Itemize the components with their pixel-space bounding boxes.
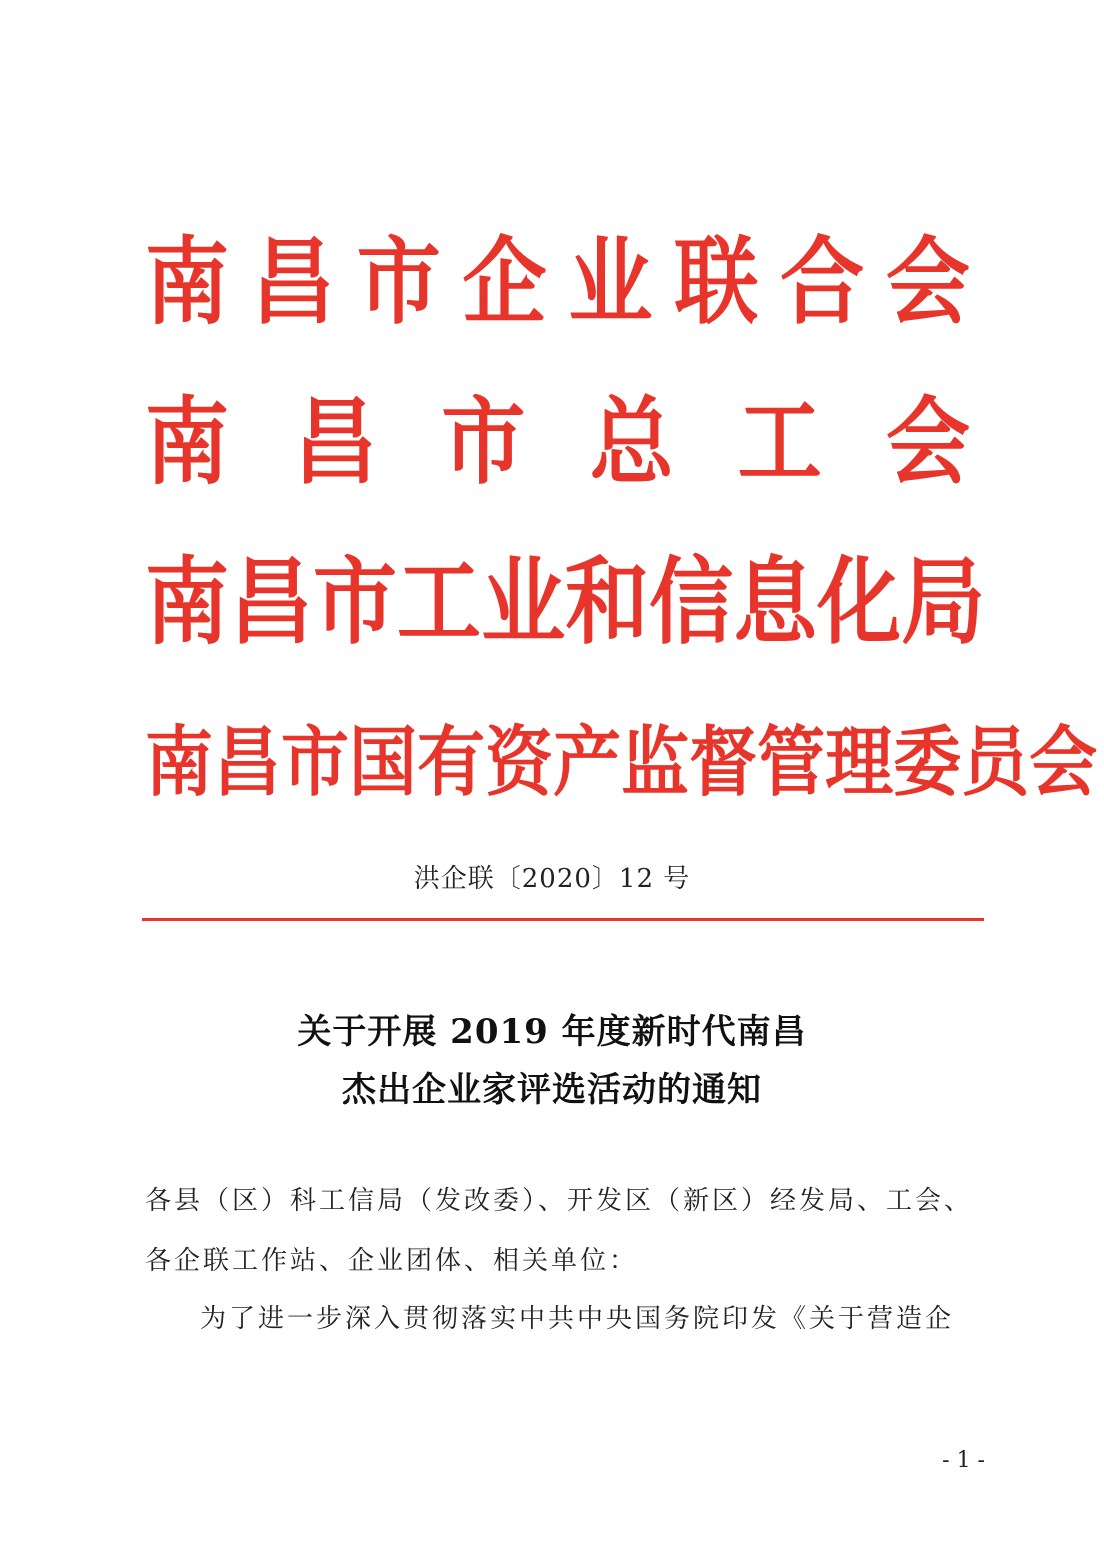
issuer-char: 合 bbox=[780, 227, 865, 337]
issuer-char: 息 bbox=[733, 547, 818, 657]
body-paragraph-start: 为了进一步深入贯彻落实中共中央国务院印发《关于营造企 bbox=[200, 1304, 955, 1334]
issuer-char: 产 bbox=[553, 719, 622, 808]
issuer-char: 工 bbox=[737, 387, 822, 497]
issuer-name-industry-bureau bbox=[145, 547, 986, 657]
issuer-char: 企 bbox=[462, 227, 547, 337]
issuer-char: 信 bbox=[649, 547, 734, 657]
issuer-char: 管 bbox=[757, 719, 826, 808]
issuer-char: 会 bbox=[885, 387, 970, 497]
issuer-char: 市 bbox=[313, 547, 398, 657]
issuer-char: 南 bbox=[145, 719, 214, 808]
issuer-char: 监 bbox=[621, 719, 690, 808]
issuer-name-sasac bbox=[145, 712, 1098, 816]
issuer-char: 资 bbox=[485, 719, 554, 808]
document-title-line-1: 关于开展 2019 年度新时代南昌 bbox=[297, 1012, 807, 1052]
recipients-line-1: 各县（区）科工信局（发改委）、开发区（新区）经发局、工会、 bbox=[145, 1186, 974, 1216]
issuer-char: 昌 bbox=[229, 547, 314, 657]
issuer-char: 南 bbox=[145, 227, 230, 337]
issuer-char: 有 bbox=[417, 719, 486, 808]
issuer-name-enterprise-federation bbox=[145, 227, 970, 337]
issuer-char: 化 bbox=[817, 547, 902, 657]
issuer-char: 总 bbox=[589, 387, 674, 497]
issuer-char: 督 bbox=[689, 719, 758, 808]
issuer-char: 市 bbox=[281, 719, 350, 808]
issuer-char: 会 bbox=[885, 227, 970, 337]
issuer-name-trade-union bbox=[145, 387, 970, 497]
issuer-char: 昌 bbox=[213, 719, 282, 808]
issuer-char: 国 bbox=[349, 719, 418, 808]
issuer-char: 理 bbox=[825, 719, 894, 808]
header-divider bbox=[142, 918, 984, 921]
recipients-line-2: 各企联工作站、企业团体、相关单位： bbox=[145, 1246, 639, 1276]
issuer-char: 市 bbox=[441, 387, 526, 497]
issuer-char: 和 bbox=[565, 547, 650, 657]
issuer-char: 南 bbox=[145, 547, 230, 657]
issuer-char: 会 bbox=[1029, 719, 1098, 808]
issuer-char: 昌 bbox=[250, 227, 335, 337]
issuer-char: 业 bbox=[481, 547, 566, 657]
issuer-char: 局 bbox=[901, 547, 986, 657]
issuer-char: 员 bbox=[961, 719, 1030, 808]
issuer-char: 昌 bbox=[293, 387, 378, 497]
issuer-char: 业 bbox=[568, 227, 653, 337]
issuer-char: 委 bbox=[893, 719, 962, 808]
issuer-char: 市 bbox=[356, 227, 441, 337]
issuer-char: 南 bbox=[145, 387, 230, 497]
document-title-line-2: 杰出企业家评选活动的通知 bbox=[342, 1070, 762, 1110]
document-number: 洪企联〔2020〕12 号 bbox=[413, 864, 691, 894]
issuer-char: 联 bbox=[674, 227, 759, 337]
issuer-char: 工 bbox=[397, 547, 482, 657]
page-number: - 1 - bbox=[942, 1448, 985, 1473]
